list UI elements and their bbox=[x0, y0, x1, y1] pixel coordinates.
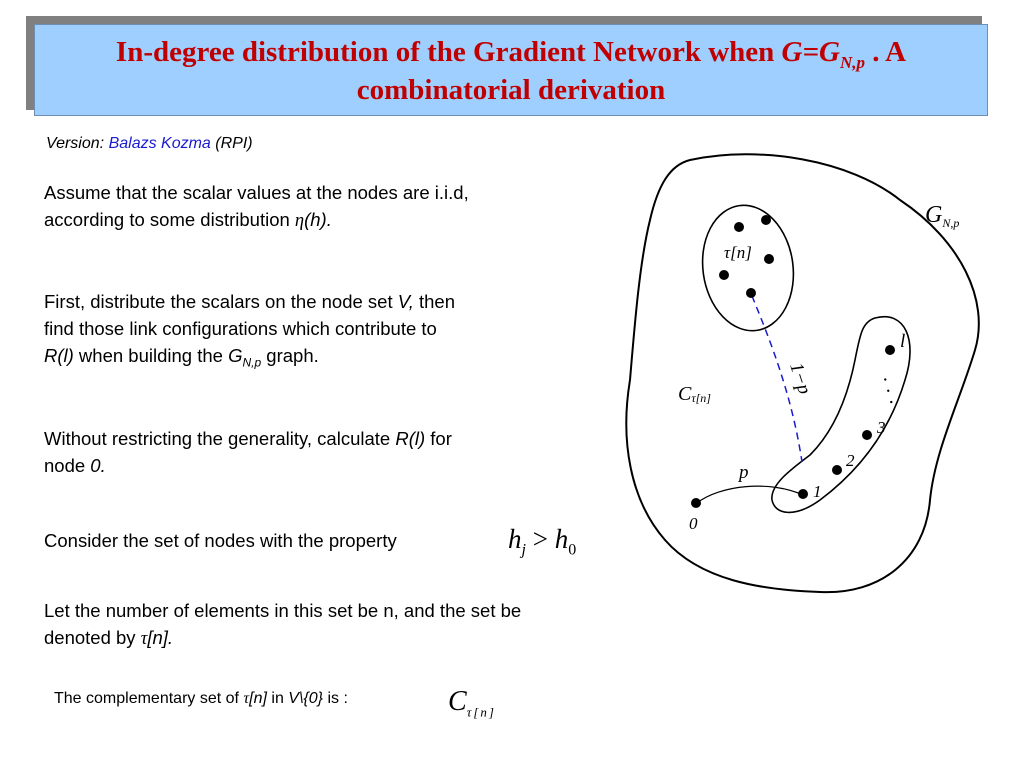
p5-n: [n]. bbox=[147, 627, 174, 648]
p4-text: Consider the set of nodes with the property bbox=[44, 530, 397, 551]
p6-v: V\{0} bbox=[288, 690, 323, 707]
tau-set-ellipse bbox=[695, 199, 802, 336]
tau-symbol: τ bbox=[140, 629, 148, 649]
label-tau-n: τ[n] bbox=[724, 243, 752, 262]
p3-for: for bbox=[425, 428, 452, 449]
node-l bbox=[885, 345, 895, 355]
node-3 bbox=[862, 430, 872, 440]
p6-n: [n] bbox=[249, 690, 267, 707]
author-name: Balazs Kozma bbox=[108, 135, 211, 152]
label-dots: · · · bbox=[873, 373, 903, 409]
p1-line2: according to some distribution bbox=[44, 209, 295, 230]
label-p: p bbox=[739, 462, 749, 483]
title-text-end: . A bbox=[865, 36, 907, 68]
title-g: G=G bbox=[781, 36, 840, 68]
formula-h: h bbox=[508, 524, 522, 554]
p2-line3: when building the bbox=[73, 345, 229, 366]
formula-zero: 0 bbox=[568, 541, 577, 559]
label-node-3: 3 bbox=[877, 418, 886, 437]
p2-rl: R(l) bbox=[44, 345, 74, 366]
p2-then: then bbox=[413, 291, 455, 312]
tau-node bbox=[719, 270, 729, 280]
title-g-sub: N,p bbox=[839, 52, 865, 72]
node-0 bbox=[691, 498, 701, 508]
label-node-l: l bbox=[900, 331, 906, 352]
label-gnp: $G_{N,p}$ bbox=[925, 202, 960, 230]
p5-line2: denoted by bbox=[44, 627, 141, 648]
p2-line1: First, distribute the scalars on the node set bbox=[44, 291, 398, 312]
p2-v: V, bbox=[397, 291, 414, 312]
tau-node bbox=[746, 288, 756, 298]
label-node-2: 2 bbox=[846, 451, 855, 470]
tau-node bbox=[764, 254, 774, 264]
formula2-c: C bbox=[448, 686, 467, 717]
p6-tau: τ bbox=[243, 690, 250, 707]
label-c-tau: Cτ[n] bbox=[678, 383, 711, 405]
affiliation: (RPI) bbox=[215, 135, 253, 152]
edge-p bbox=[697, 486, 803, 503]
formula-j: j bbox=[521, 541, 526, 559]
p1-h: (h). bbox=[304, 209, 332, 230]
p3-rl: R(l) bbox=[395, 428, 426, 449]
tau-node bbox=[734, 222, 744, 232]
label-1-minus-p: 1−p bbox=[785, 360, 816, 397]
label-node-0: 0 bbox=[689, 514, 698, 533]
title-text: In-degree distribution of the Gradient Network when bbox=[115, 36, 782, 68]
p2-g: G bbox=[228, 345, 243, 366]
p1-line1: Assume that the scalar values at the nodes are i.i.d, bbox=[44, 182, 469, 203]
p5-line1: Let the number of elements in this set be n, and the set be bbox=[44, 600, 522, 621]
node-2 bbox=[832, 465, 842, 475]
p2-graph: graph. bbox=[261, 345, 319, 366]
p6-a: The complementary set of bbox=[54, 690, 244, 707]
label-node-1: 1 bbox=[813, 482, 822, 501]
tau-node bbox=[761, 215, 771, 225]
formula-gt: > bbox=[532, 524, 548, 554]
p6-is: is : bbox=[323, 690, 348, 707]
p2-line2: find those link configurations which contribute to bbox=[44, 318, 437, 339]
title-line2: combinatorial derivation bbox=[356, 74, 666, 106]
p3-node: node bbox=[44, 455, 91, 476]
version-label: Version: bbox=[46, 135, 105, 152]
p2-g-sub: N,p bbox=[242, 355, 262, 370]
formula2-sub: τ[n] bbox=[466, 704, 496, 720]
formula-h0: h bbox=[554, 524, 569, 554]
node-1 bbox=[798, 489, 808, 499]
eta-symbol: η bbox=[294, 211, 305, 231]
p3-zero: 0. bbox=[90, 455, 106, 476]
p3-line1: Without restricting the generality, calculate bbox=[44, 428, 396, 449]
p6-in: in bbox=[266, 690, 289, 707]
